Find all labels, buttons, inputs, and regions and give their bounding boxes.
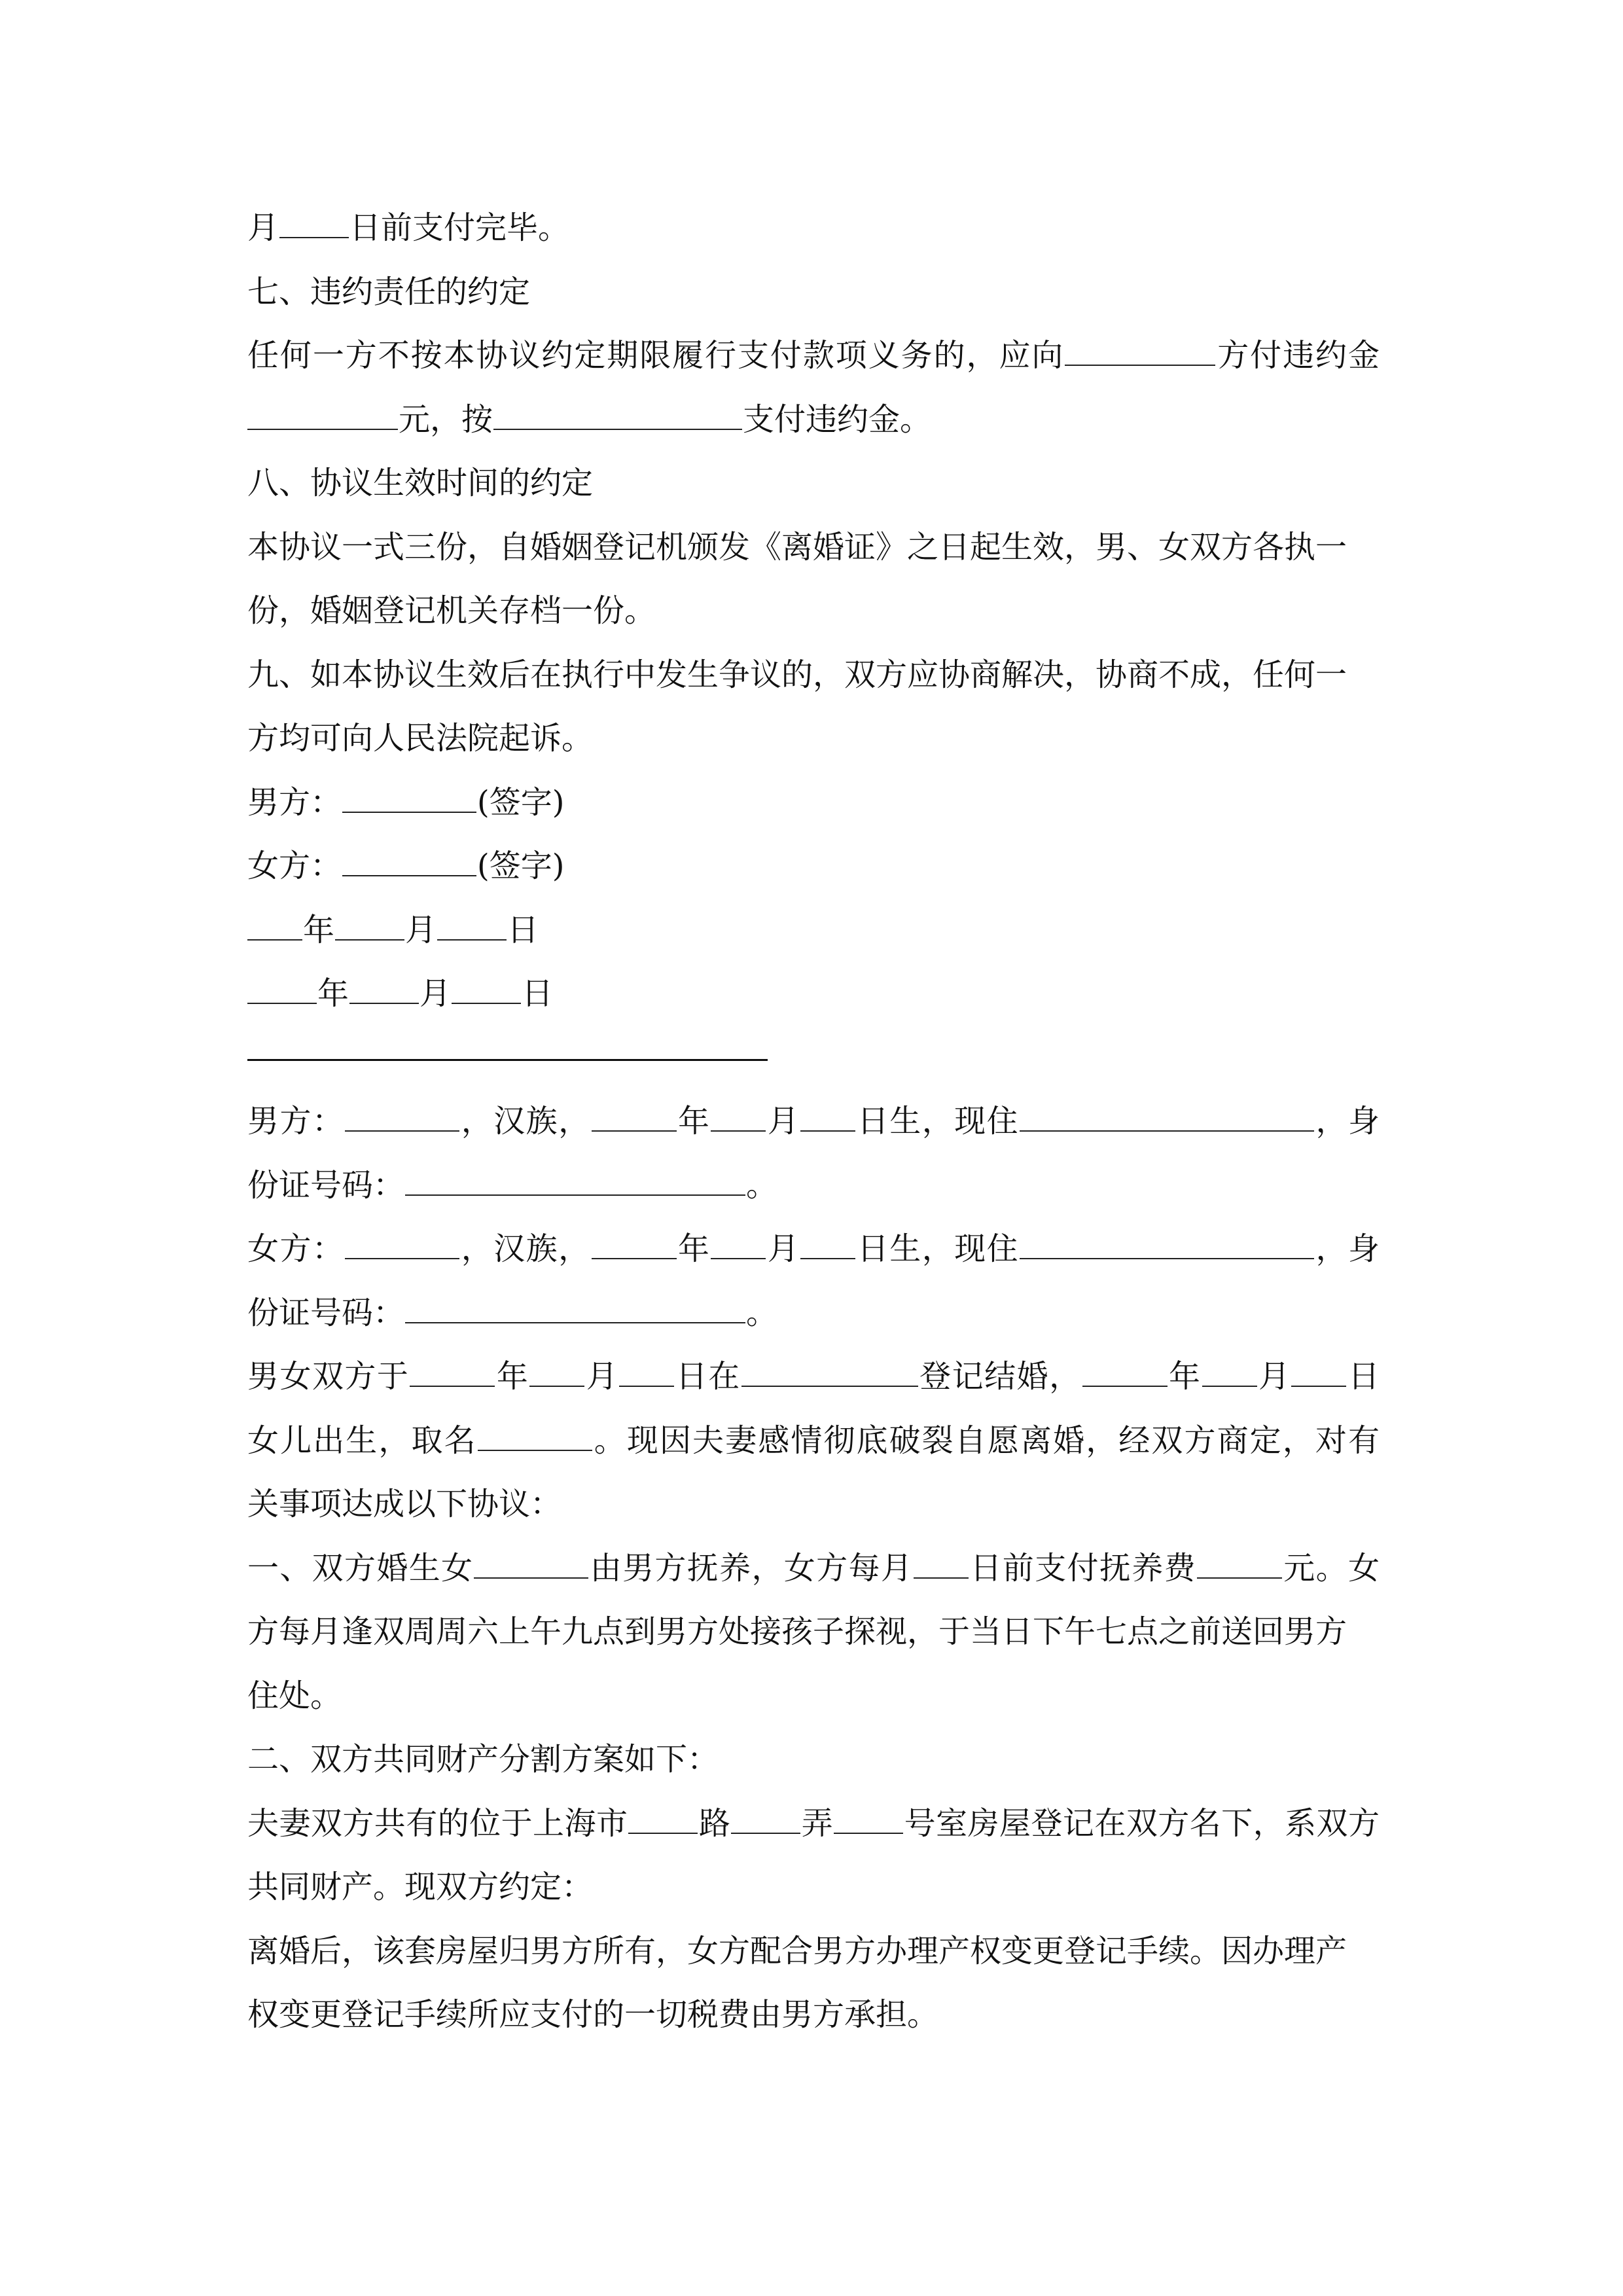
text-segment: 月 [766,1103,800,1139]
daughter-birth-line [247,1409,1380,1473]
month-blank[interactable] [711,1103,766,1132]
month-blank[interactable] [1202,1359,1257,1387]
month-blank[interactable] [711,1231,766,1259]
text-segment: 日 [1347,1358,1380,1395]
year-blank[interactable] [592,1103,677,1132]
breach-clause-line-1 [247,324,1380,388]
signature-date-line-2 [247,962,1380,1026]
text-segment: 日前支付完毕。 [349,209,570,246]
text-segment: 元。女 [1282,1549,1380,1587]
section-1-line-1 [247,1537,1380,1601]
text-segment: 年 [495,1358,529,1395]
text-segment: 月 [405,911,437,948]
marriage-registration-line [247,1345,1380,1409]
section-8-heading: 八、协议生效时间的约定 [247,465,594,501]
text-segment: 年 [1168,1358,1202,1395]
day-blank[interactable] [452,976,521,1004]
text-segment: 年 [303,911,335,948]
text-segment: 一、双方婚生女 [247,1549,474,1587]
text-segment: 份证号码： [247,1294,405,1331]
text-segment: 日生，现住 [856,1103,1020,1139]
id-number-blank[interactable] [405,1168,745,1196]
text-segment: 支付违约金。 [743,401,932,438]
property-line-2: 共同财产。现双方约定： [247,1869,594,1905]
text-segment: 月 [247,209,279,246]
day-blank[interactable] [279,210,349,238]
address-blank[interactable] [1020,1103,1314,1132]
female-signature-line [247,834,1380,899]
text-segment: 登记结婚， [918,1358,1082,1395]
text-segment: ，身 [1315,1230,1380,1267]
day-blank[interactable] [914,1551,969,1579]
text-segment: 女方： [247,848,342,884]
text-segment: 份证号码： [247,1166,405,1204]
female-info-line [247,1217,1380,1282]
child-name-blank[interactable] [478,1423,592,1451]
method-blank[interactable] [493,402,742,430]
name-blank[interactable] [345,1103,459,1132]
day-blank[interactable] [437,912,507,941]
text-segment: 日在 [675,1358,741,1395]
effective-clause-line-2: 份，婚姻登记机关存档一份。 [247,592,656,629]
text-segment: 任何一方不按本协议约定期限履行支付款项义务的，应向 [247,337,1065,374]
id-number-blank[interactable] [405,1295,745,1323]
road-blank[interactable] [628,1806,698,1834]
female-id-line [247,1282,1380,1346]
registration-place-blank[interactable] [741,1359,918,1387]
text-segment: ，汉族， [460,1230,591,1267]
text-segment: 。 [746,1294,778,1331]
property-line-3: 离婚后，该套房屋归男方所有，女方配合男方办理产权变更登记手续。因办理产 [247,1932,1347,1969]
male-signature-line [247,771,1380,835]
text-segment: 。 [746,1166,778,1204]
text-segment: 年 [677,1103,711,1139]
number-blank[interactable] [834,1806,903,1834]
breach-clause-line-2 [247,388,1380,452]
text-segment: 路 [698,1804,731,1842]
property-address-line [247,1792,1380,1856]
separator-line [247,1026,1380,1090]
text-segment: 月 [1257,1358,1291,1395]
amount-blank[interactable] [247,402,398,430]
text-segment: 日生，现住 [856,1230,1020,1267]
year-blank[interactable] [1082,1359,1168,1387]
text-segment: 女儿出生，取名 [247,1422,477,1459]
day-blank[interactable] [619,1359,674,1387]
female-signature-blank[interactable] [342,848,476,876]
section-1-line-2: 方每月逢双周周六上午九点到男方处接孩子探视，于当日下午七点之前送回男方 [247,1613,1347,1650]
text-segment: 日前支付抚养费 [969,1549,1196,1587]
year-blank[interactable] [247,976,317,1004]
text-segment: 男女双方于 [247,1358,410,1395]
section-9-line-1: 九、如本协议生效后在执行中发生争议的，双方应协商解决，协商不成，任何一 [247,656,1347,693]
section-1-line-3: 住处。 [247,1677,342,1714]
day-blank[interactable] [800,1231,855,1259]
year-blank[interactable] [410,1359,495,1387]
male-signature-blank[interactable] [342,785,476,813]
month-blank[interactable] [335,912,404,941]
section-9-line-2: 方均可向人民法院起诉。 [247,720,594,757]
text-segment: 夫妻双方共有的位于上海市 [247,1804,628,1842]
effective-clause-line-1: 本协议一式三份，自婚姻登记机颁发《离婚证》之日起生效，男、女双方各执一 [247,528,1347,565]
text-segment: 日 [507,911,539,948]
text-segment: 由男方抚养，女方每月 [589,1549,914,1587]
text-segment: 月 [766,1230,800,1267]
month-blank[interactable] [349,976,419,1004]
daughter-name-blank[interactable] [474,1551,588,1579]
text-segment: ，身 [1315,1103,1380,1139]
lane-blank[interactable] [731,1806,800,1834]
text-segment: 男方： [247,1103,345,1139]
male-id-line [247,1154,1380,1218]
section-7-heading: 七、违约责任的约定 [247,273,531,310]
text-segment: 月 [419,975,452,1012]
payment-deadline-line [247,196,1380,260]
document-page [247,196,1380,2047]
property-line-4: 权变更登记手续所应支付的一切税费由男方承担。 [247,1996,939,2033]
text-segment: 年 [317,975,349,1012]
name-blank[interactable] [345,1231,459,1259]
day-blank[interactable] [1291,1359,1346,1387]
text-segment: 元，按 [399,401,493,438]
text-segment: ，汉族， [460,1103,591,1139]
male-info-line [247,1090,1380,1154]
horizontal-divider [247,1059,768,1061]
address-blank[interactable] [1020,1231,1314,1259]
text-segment: 女方： [247,1230,345,1267]
month-blank[interactable] [529,1359,584,1387]
year-blank[interactable] [592,1231,677,1259]
text-segment: (签字) [477,848,565,884]
agreement-intro-line: 关事项达成以下协议： [247,1486,562,1522]
signature-date-line-1 [247,899,1380,963]
text-segment: 月 [585,1358,619,1395]
support-amount-blank[interactable] [1197,1551,1282,1579]
text-segment: 弄 [801,1804,834,1842]
text-segment: 男方： [247,783,342,821]
day-blank[interactable] [800,1103,855,1132]
text-segment: 日 [522,975,554,1012]
party-blank[interactable] [1065,338,1215,366]
text-segment: 。现因夫妻感情彻底破裂自愿离婚，经双方商定，对有 [592,1422,1380,1459]
text-segment: 年 [677,1230,711,1267]
section-2-heading: 二、双方共同财产分割方案如下： [247,1741,719,1778]
text-segment: 方付违约金 [1216,337,1380,374]
text-segment: (签字) [477,783,565,821]
year-blank[interactable] [247,912,302,941]
text-segment: 号室房屋登记在双方名下，系双方 [904,1804,1380,1842]
